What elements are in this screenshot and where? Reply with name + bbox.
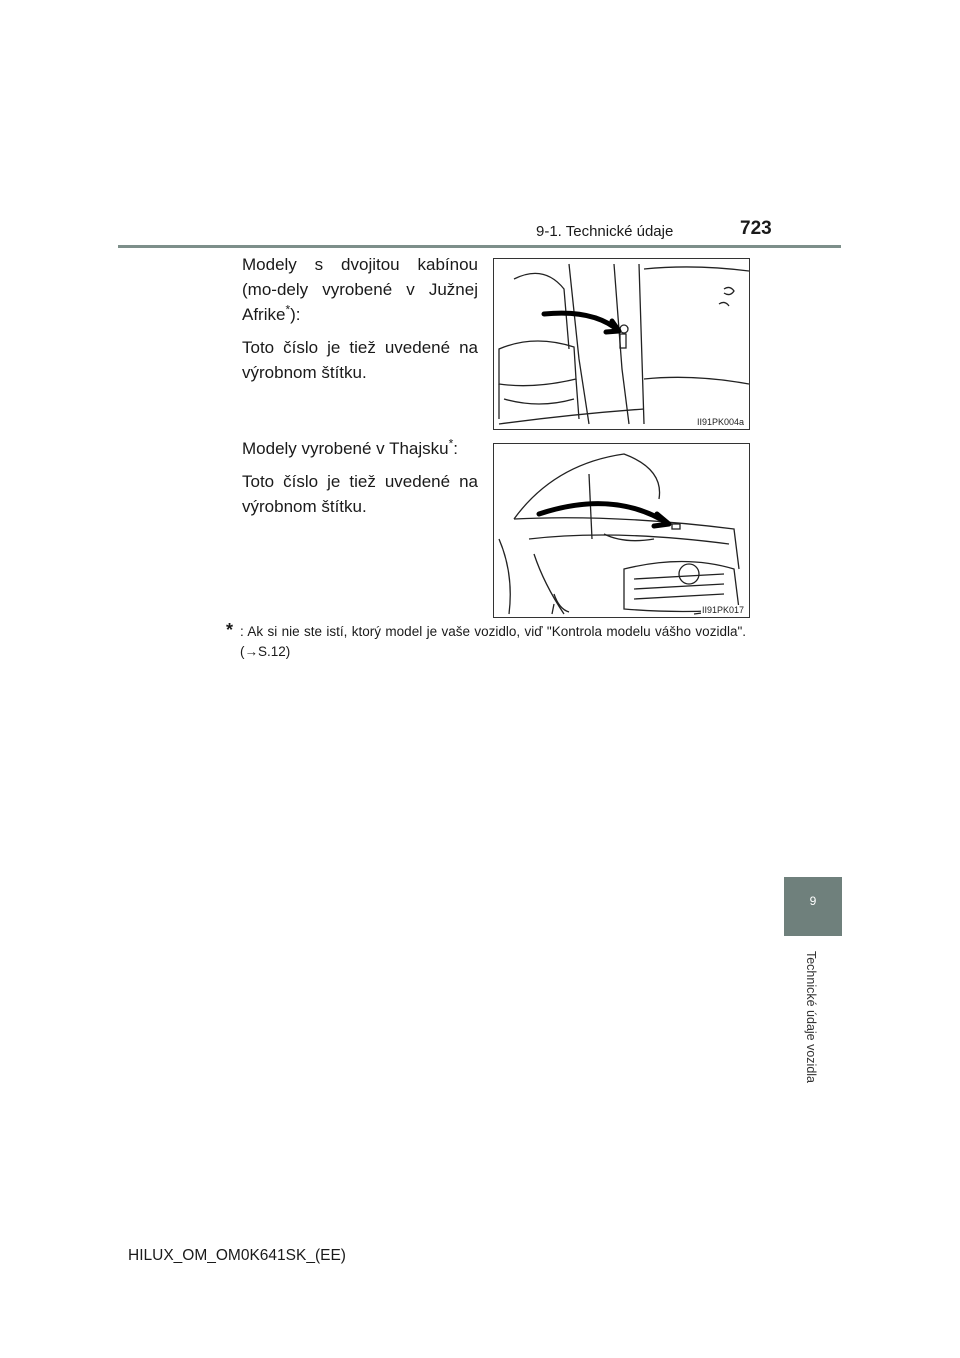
header-divider [118, 245, 841, 248]
footnote [226, 622, 746, 662]
chapter-number: 9 [809, 894, 817, 908]
paragraph-model-heading [242, 252, 478, 327]
figure-code: II91PK004a [696, 417, 744, 427]
paragraph-model-heading [242, 436, 478, 461]
chapter-tab [784, 877, 842, 936]
engine-bay-illustration [494, 444, 749, 617]
model-heading-end: ): [290, 305, 301, 324]
text-block-double-cab [242, 252, 478, 393]
model-heading-end: : [453, 439, 459, 458]
document-code: HILUX_OM_OM0K641SK_(EE) [128, 1247, 346, 1264]
model-heading-text: Modely vyrobené v Thajsku [242, 439, 449, 458]
page-number: 723 [740, 218, 772, 239]
figure-door-pillar [493, 258, 750, 430]
paragraph-plate-note: Toto číslo je tiež uvedené na výrobnom štítku. [242, 472, 478, 516]
figure-engine-bay [493, 443, 750, 618]
chapter-title: Technické údaje vozidla [804, 950, 818, 1084]
figure-code: II91PK017 [701, 605, 744, 615]
text-block-thailand [242, 436, 478, 527]
door-pillar-illustration [494, 259, 749, 429]
asterisk-mark: * [285, 302, 291, 317]
footnote-marker: * [226, 620, 234, 640]
footnote-text: : Ak si nie ste istí, ktorý model je vaše vozidlo, viď "Kontrola modelu vášho vozidla". (→S.12) [240, 624, 746, 659]
paragraph-plate-note: Toto číslo je tiež uvedené na výrobnom štítku. [242, 338, 478, 382]
section-title: 9-1. Technické údaje [536, 223, 674, 240]
asterisk-mark: * [448, 436, 454, 451]
model-heading-text: Modely s dvojitou kabínou (mo-dely vyrobené v Južnej Afrike [242, 255, 478, 324]
